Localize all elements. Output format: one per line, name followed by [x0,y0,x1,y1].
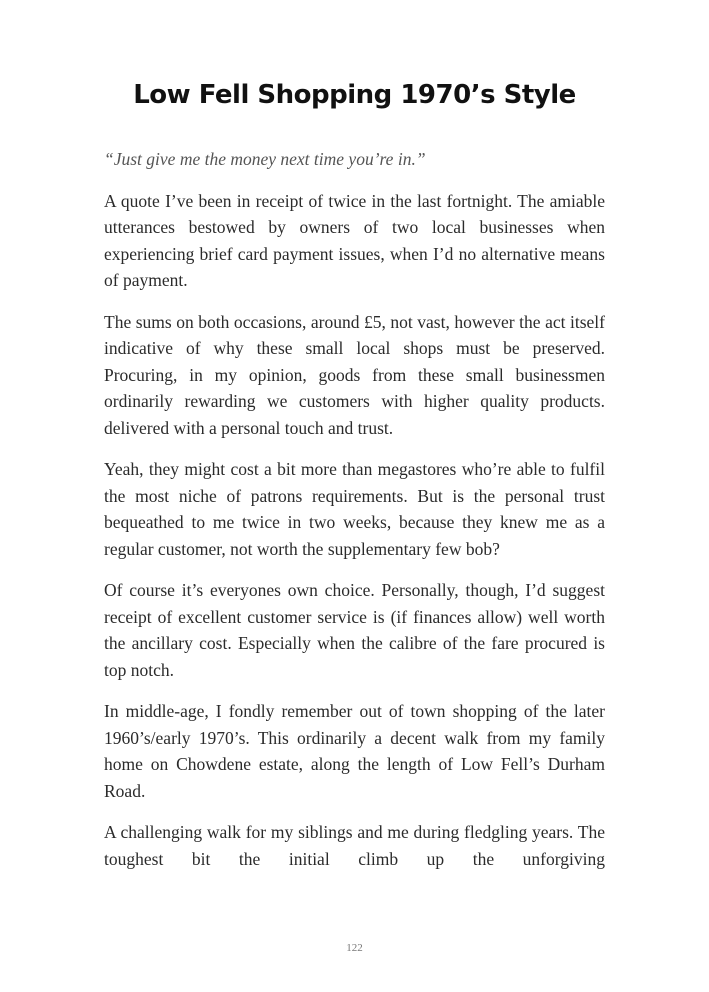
page-number: 122 [346,942,363,954]
chapter-title: Low Fell Shopping 1970’s Style [133,80,576,110]
paragraph-3: Yeah, they might cost a bit more than megastores who’re able to fulfil the most niche of patrons requirements. But is the personal trust bequeathed to me twice in two weeks, because they knew me as a regular customer, not worth the supplementary few bob? [104,459,605,559]
paragraph-6: A challenging walk for my siblings and me during fledgling years. The toughest bit the initial climb up the unforgiving [104,822,605,869]
paragraph-4: Of course it’s everyones own choice. Personally, though, I’d suggest receipt of excellent customer service is (if finances allow) well worth the ancillary cost. Especially when the calibre of the fare procured is top notch. [104,580,605,680]
paragraph-1: A quote I’ve been in receipt of twice in the last fortnight. The amiable utterances bestowed by owners of two local businesses when experiencing brief card payment issues, when I’d no alternative means of payment. [104,190,605,290]
paragraph-2: The sums on both occasions, around £5, not vast, however the act itself indicative of why these small local shops must be preserved. Procuring, in my opinion, goods from these small businessmen ordinarily rewarding we customers with higher quality products. delivered with a personal touch and trust. [104,311,605,438]
body-text [104,146,605,887]
opening-quote: “Just give me the money next time you’re in.” [104,149,426,169]
paragraph-5: In middle-age, I fondly remember out of town shopping of the later 1960’s/early 1970’s. This ordinarily a decent walk from my family home on Chowdene estate, along the length of Low Fell’s Durham Road. [104,701,605,801]
